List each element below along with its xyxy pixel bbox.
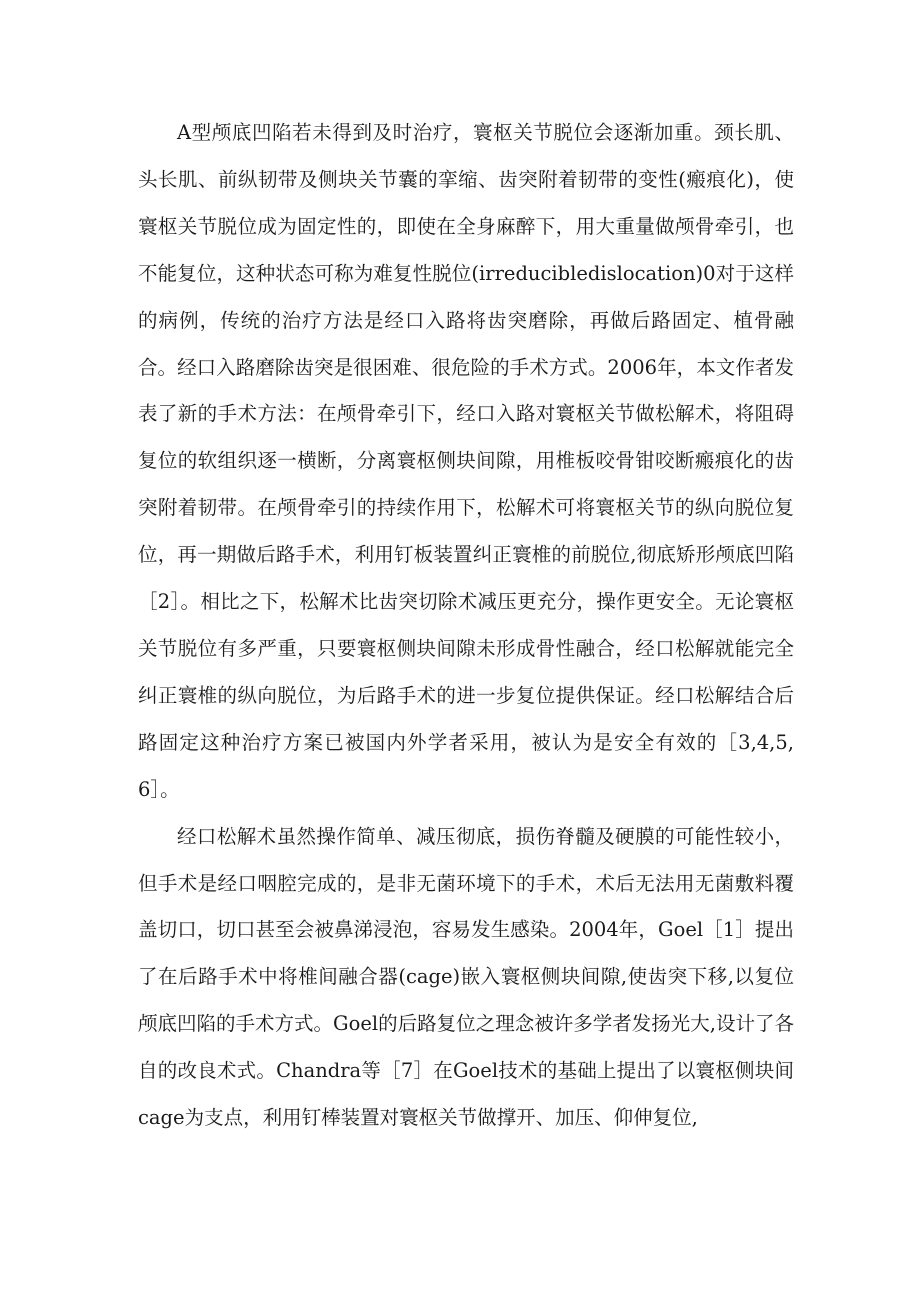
text-line: 断瘢痕化的齿突附着韧带。在颅骨牵引的持续作用下，松解术可将寰枢关 [138,449,794,520]
text-line: 也不能复位，这种状态可称为难复性脱位(irreducibledislocation)0对 [138,214,794,285]
text-line: 经口松解术虽然操作简单、减压彻底，损伤脊髓及硬膜的可能性较小， [177,824,794,848]
text-line: 彻底矫形颅底凹陷［2］。相比之下，松解术比齿突切除术减压更充分，操 [138,543,794,614]
paragraph-2 [138,814,794,1142]
text-line: 术，将阻碍复位的软组织逐一横断，分离寰枢侧块间隙，用椎板咬骨钳咬 [138,402,794,473]
document-body [138,110,794,1142]
text-line: 覆盖切口，切口甚至会被鼻涕浸泡，容易发生感染。2004年，Goel［1］ [138,871,794,942]
text-line: 合，经口松解就能完全纠正寰椎的纵向脱位，为后路手术的进一步复位提 [138,636,794,707]
text-line: 使寰枢关节脱位成为固定性的，即使在全身麻醉下，用大重量做颅骨牵引， [138,167,794,238]
text-line: 设计了各自的改良术式。Chandra等［7］在Goel技术的基础上提出了以寰 [138,1012,794,1083]
text-line: 供保证。经口松解结合后路固定这种治疗方案已被国内外学者采用，被认 [138,683,794,754]
text-line: A型颅底凹陷若未得到及时治疗，寰枢关节脱位会逐渐加重。颈长肌、 [177,121,794,144]
text-line: 头长肌、前纵韧带及侧块关节囊的挛缩、齿突附着韧带的变性(瘢痕化)， [138,167,775,191]
text-line: 为是安全有效的［3,4,5,6］。 [138,730,794,801]
paragraph-1 [138,110,794,814]
text-line: 作更安全。无论寰枢关节脱位有多严重，只要寰枢侧块间隙未形成骨性融 [138,590,794,660]
text-line: 以复位颅底凹陷的手术方式。Goel的后路复位之理念被许多学者发扬光大, [138,965,794,1036]
text-line: 节的纵向脱位复位，再一期做后路手术，利用钉板装置纠正寰椎的前脱位, [138,496,794,567]
text-line: 但手术是经口咽腔完成的，是非无菌环境下的手术，术后无法用无菌敷料 [138,871,775,895]
text-line: 枢侧块间cage为支点，利用钉棒装置对寰枢关节做撑开、加压、仰伸复位, [138,1059,794,1130]
text-line: 植骨融合。经口入路磨除齿突是很困难、很危险的手术方式。2006年，本 [138,308,794,379]
text-line: 提出了在后路手术中将椎间融合器(cage)嵌入寰枢侧块间隙,使齿突下移, [138,918,794,989]
text-line: 文作者发表了新的手术方法：在颅骨牵引下，经口入路对寰枢关节做松解 [138,355,794,426]
text-line: 于这样的病例，传统的治疗方法是经口入路将齿突磨除，再做后路固定、 [138,261,794,332]
